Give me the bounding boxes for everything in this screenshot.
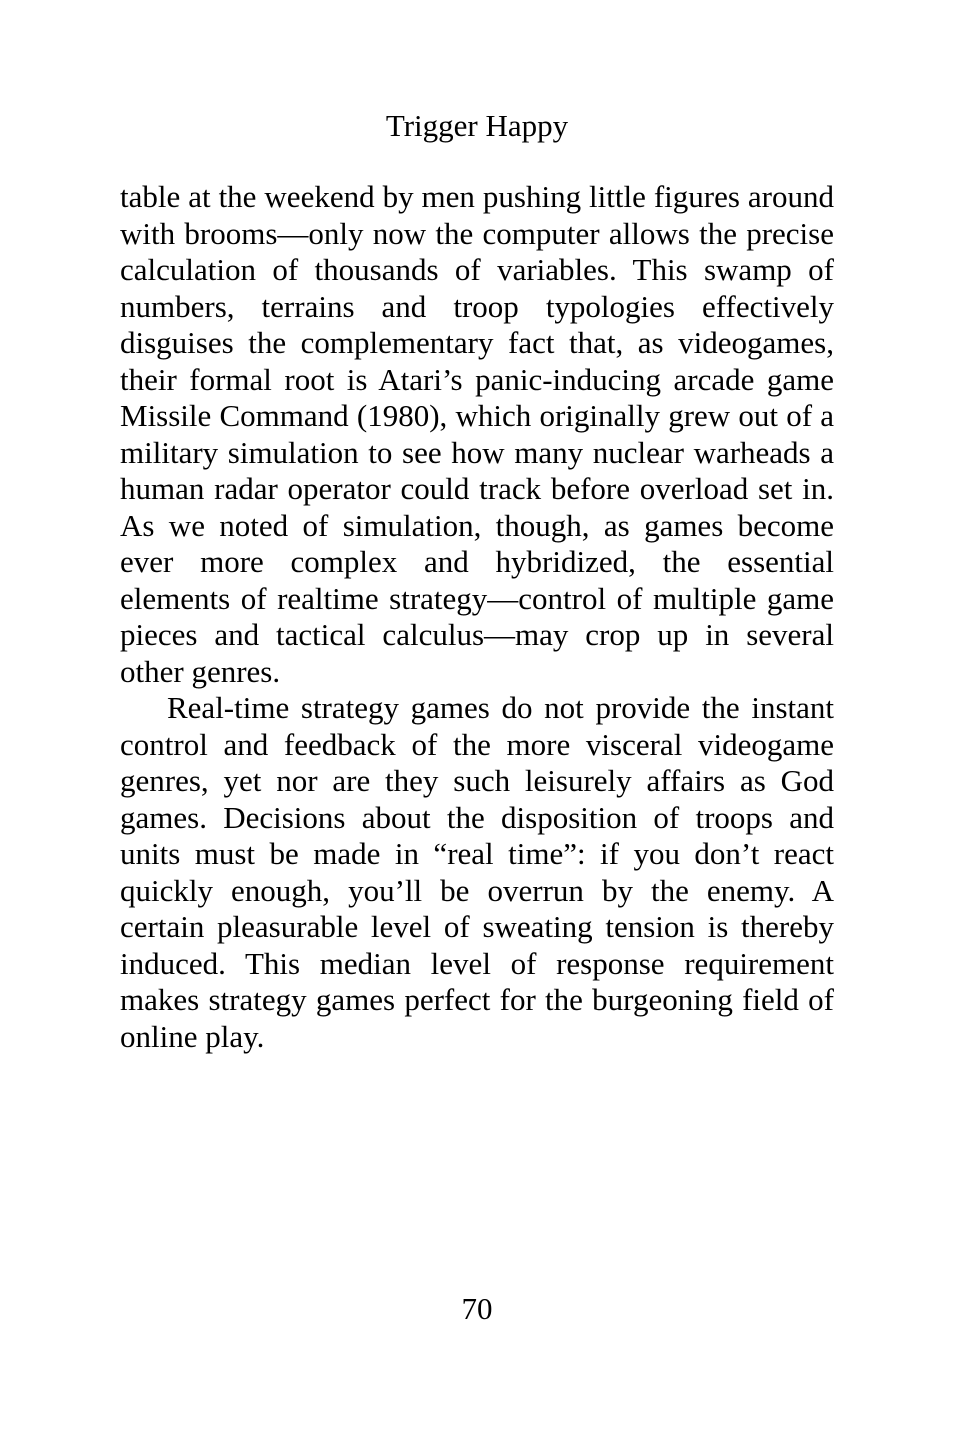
- body-text: [120, 179, 834, 1055]
- running-head-title: Trigger Happy: [385, 108, 569, 143]
- paragraph-real-time-strategy: Real-time strategy games do not provide the instant control and feedback of the more visceral videogame genres, yet nor are they such leisurely affairs as God games. Decisions about the disposition of troops and units must be made in “real time”: if you don’t react quickly enough, you’ll be overrun by the enemy. A certain pleasurable level of sweating tension is thereby induced. This median level of response requirement makes strategy games perfect for the burgeoning field of online play.: [120, 690, 834, 1054]
- paragraph-continued: table at the weekend by men pushing little figures around with brooms—only now the computer allows the precise calculation of thousands of variables. This swamp of numbers, terrains and troop typologies effectively disguises the complementary fact that, as videogames, their formal root is Atari’s panic-inducing arcade game Missile Command (1980), which originally grew out of a military simulation to see how many nuclear warheads a human radar operator could track before overload set in. As we noted of simulation, though, as games become ever more complex and hybridized, the essential elements of realtime strategy—control of multiple game pieces and tactical calculus—may crop up in several other genres.: [120, 179, 834, 689]
- page-number: 70: [461, 1291, 493, 1326]
